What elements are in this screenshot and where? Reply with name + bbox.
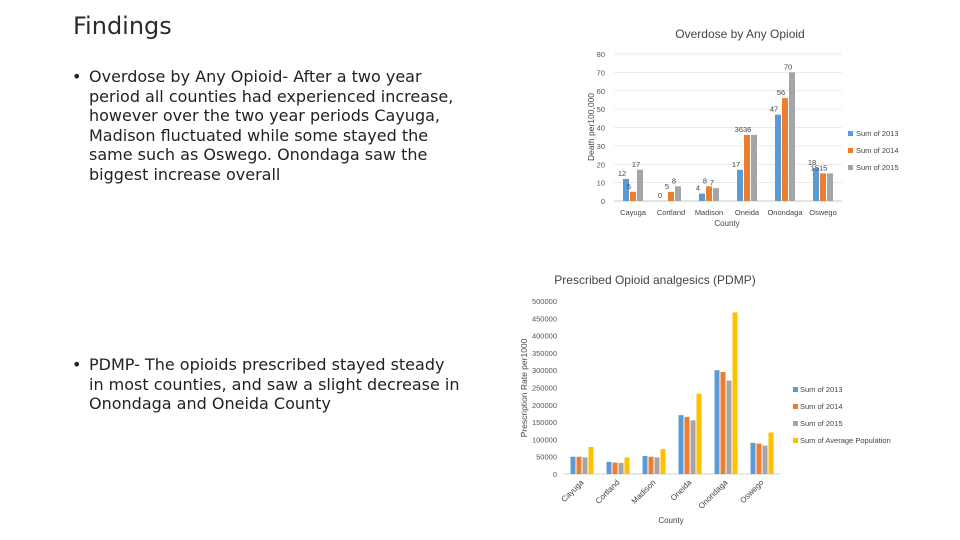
y-tick-label: 500000 — [531, 297, 557, 306]
data-label: 1515 — [810, 163, 828, 173]
bar-madison-1 — [649, 457, 654, 474]
legend-label: Sum of Average Population — [800, 436, 891, 445]
x-axis-label: County — [714, 219, 740, 228]
y-tick-label: 250000 — [531, 383, 557, 393]
bar-oneida-2 — [691, 420, 696, 474]
data-label: 17 — [731, 159, 741, 169]
data-label: 0 — [657, 191, 663, 200]
bar-madison-2 — [655, 457, 660, 474]
data-label: 12 — [617, 168, 627, 178]
data-label: 5 — [664, 181, 670, 191]
legend-label: Sum of 2013 — [856, 129, 899, 138]
data-label: 5 — [626, 181, 632, 191]
y-tick-label: 200000 — [531, 400, 557, 410]
x-tick-label: Cortland — [593, 478, 622, 506]
data-label: 8 — [671, 176, 677, 186]
legend-label: Sum of 2015 — [856, 163, 899, 172]
bar-oneida-0 — [679, 415, 684, 474]
x-axis-label: County — [658, 516, 684, 525]
bar-cayuga-2 — [583, 457, 588, 474]
bar-oswego-3 — [769, 432, 774, 474]
bar-oneida-3 — [697, 394, 702, 474]
bar-oswego-0 — [751, 443, 756, 474]
slide-title: Findings — [73, 12, 172, 40]
x-tick-label: Cayuga — [620, 208, 646, 217]
bar-cortland-3 — [625, 457, 630, 474]
data-label: 3636 — [734, 124, 752, 134]
y-tick-label: 60 — [596, 86, 605, 96]
y-tick-label: 450000 — [531, 314, 557, 324]
data-label: 8 — [702, 176, 708, 186]
bar-cortland-1 — [613, 463, 618, 474]
x-tick-label: Cortland — [656, 208, 686, 217]
x-tick-label: Oswego — [738, 478, 766, 506]
x-tick-label: Oneida — [734, 208, 760, 217]
data-label: 18 — [807, 157, 817, 167]
x-tick-label: Cayuga — [559, 478, 586, 504]
x-tick-label: Onondaga — [696, 478, 730, 511]
x-tick-label: Madison — [629, 478, 658, 506]
y-axis-label: Prescription Rate per1000 — [519, 338, 529, 438]
x-tick-label: Madison — [694, 208, 724, 217]
data-label: 70 — [783, 62, 793, 72]
x-tick-label: Onondaga — [767, 208, 803, 217]
y-tick-label: 50000 — [536, 452, 557, 462]
y-tick-label: 40 — [596, 123, 605, 133]
y-tick-label: 300000 — [531, 366, 557, 376]
y-tick-label: 0 — [600, 197, 605, 206]
legend-label: Sum of 2015 — [800, 419, 843, 428]
bar-madison-3 — [661, 449, 666, 474]
bar-oswego-2 — [763, 446, 768, 474]
y-tick-label: 0 — [552, 470, 557, 479]
legend-label: Sum of 2013 — [800, 385, 843, 394]
bar-cortland-2 — [619, 463, 624, 474]
bar-onondaga-0 — [715, 370, 720, 474]
y-tick-label: 10 — [596, 178, 605, 188]
data-label: 17 — [631, 159, 641, 169]
chart-title: Overdose by Any Opioid — [675, 27, 805, 41]
data-label: 47 — [769, 104, 779, 114]
bar-cayuga-1 — [577, 457, 582, 474]
y-tick-label: 150000 — [531, 418, 557, 428]
bullet-text: Overdose by Any Opioid- After a two year period all counties had experienced increase, however over the two year periods Cayuga, Madison fluctuated while some stayed the same such as Oswego. Onondaga saw the biggest increase overall — [89, 67, 454, 184]
bar-madison-0 — [643, 456, 648, 474]
data-label: 56 — [776, 88, 786, 98]
y-tick-label: 350000 — [531, 348, 557, 358]
bar-cayuga-0 — [571, 457, 576, 474]
y-tick-label: 50 — [596, 105, 605, 115]
legend-swatch — [793, 404, 798, 409]
legend-label: Sum of 2014 — [800, 402, 843, 411]
bar-onondaga-1 — [721, 372, 726, 474]
y-axis-label: Death per100,000 — [586, 92, 596, 162]
y-tick-label: 20 — [596, 160, 605, 170]
bar-onondaga-3 — [733, 312, 738, 474]
bar-cayuga-3 — [589, 447, 594, 474]
legend-swatch — [793, 421, 798, 426]
y-tick-label: 30 — [596, 141, 605, 151]
data-label: 4 — [695, 183, 701, 193]
y-tick-label: 80 — [596, 50, 605, 59]
bullet-dot: • — [72, 355, 82, 374]
legend-swatch — [793, 438, 798, 443]
bar-onondaga-2 — [727, 381, 732, 474]
legend-swatch — [793, 387, 798, 392]
data-label: 7 — [709, 178, 715, 188]
legend-label: Sum of 2014 — [856, 146, 899, 155]
bar-oswego-1 — [757, 444, 762, 474]
x-tick-label: Oswego — [809, 208, 837, 217]
y-tick-label: 400000 — [531, 331, 557, 341]
y-tick-label: 70 — [596, 68, 605, 78]
bar-cortland-0 — [607, 462, 612, 474]
chart-title: Prescribed Opioid analgesics (PDMP) — [554, 273, 756, 287]
x-tick-label: Oneida — [668, 478, 694, 503]
y-tick-label: 100000 — [531, 435, 557, 445]
bar-oneida-1 — [685, 417, 690, 474]
bullet-text: PDMP- The opioids prescribed stayed steady in most counties, and saw a slight decrease in Onondaga and Oneida County — [89, 355, 460, 413]
bullet-dot: • — [72, 67, 82, 86]
